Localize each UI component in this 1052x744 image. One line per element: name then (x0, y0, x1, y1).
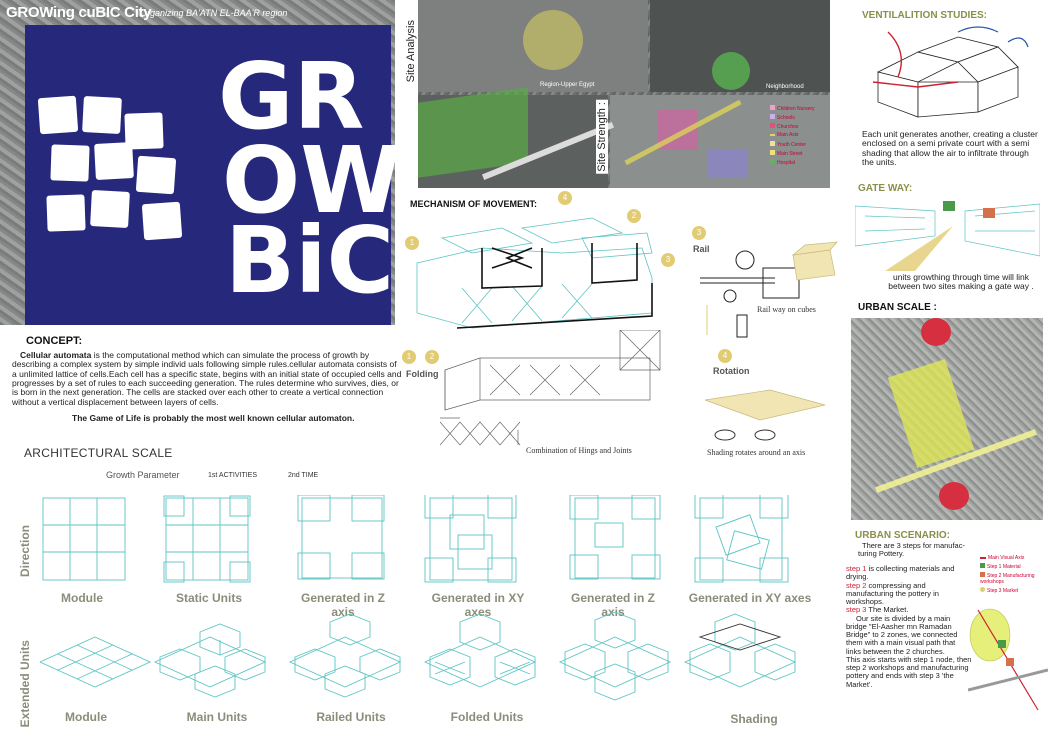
step1-label: step 1 (846, 564, 867, 573)
rotation-marker: 4 (718, 349, 732, 363)
legend-item: Schools (777, 115, 795, 121)
urban-scenario-intro: There are 3 steps for manufac- turing Pottery. (858, 541, 965, 559)
legend-item: Youth Center (777, 142, 807, 148)
growth-parameter-label: Growth Parameter (106, 470, 180, 480)
urban-scale-map (851, 318, 1043, 520)
logo-tile (82, 96, 122, 134)
marker-1: 1 (405, 236, 419, 250)
step3-text: The Market. (866, 605, 909, 615)
folding-label: Folding (406, 369, 439, 379)
concept-closing: The Game of Life is probably the most well known cellular automaton. (72, 413, 355, 423)
rail-marker: 3 (692, 226, 706, 240)
concept-term: Cellular automata (20, 350, 92, 360)
urban-scenario-steps (846, 565, 972, 689)
logo-tile (136, 156, 176, 195)
row1-label-xy2: Generated in XY axes (688, 591, 812, 605)
urban-scenario-heading: URBAN SCENARIO: (855, 530, 950, 541)
logo-tile (94, 142, 134, 180)
legend-item: Churches (777, 124, 799, 130)
gate-body: units growthing through time will link between two sites making a gate way . (888, 272, 1034, 292)
activities-label: 1st ACTIVITIES (208, 472, 258, 479)
row2-label-folded: Folded Units (450, 710, 524, 724)
step3-label: step 3 (846, 605, 867, 615)
scenario-diagram (968, 600, 1048, 720)
row1-label-z2: Generated in Z axis (570, 591, 656, 619)
legend-item: Hospital (777, 160, 796, 166)
marker-4: 4 (558, 191, 572, 205)
map-tag-region: Region-Upper Egypt (540, 82, 595, 88)
logo-tile (142, 202, 182, 241)
row2-label-main: Main Units (186, 710, 248, 724)
urban-node-top (921, 318, 951, 346)
site-analysis-label: Site Analysis (405, 20, 417, 83)
row2-label-railed: Railed Units (316, 710, 386, 724)
urban-node-bottom (939, 482, 969, 510)
row1-label-static: Static Units (175, 591, 242, 605)
concept-text: is the computational method which can simulate the process of growth by describing a complex system by simple individ uals following simple rules.cellular automata consists of a unlimited lattice of cells.Each cell has a specific state, begins with an initial state of occupied cells and progresses by a set of rules to each succeeding generation. The rules determine who survives, dies, or is born in the next generation. The cells are stacked over each other to create a vertical connection without a vertical displacement between layers of cells. (12, 350, 402, 407)
ventilation-diagram (858, 22, 1038, 132)
site-strength-label: Site Strength : (596, 102, 608, 172)
site-highlight-circle (712, 52, 750, 90)
time-label: 2nd TIME (288, 472, 319, 479)
architectural-heading: ARCHITECTURAL SCALE (24, 446, 173, 460)
logo-line-3: BiC (225, 207, 395, 314)
scenario-legend-item: Step 1 Material (987, 564, 1021, 570)
logo-tile (90, 190, 130, 228)
legend-item: Main Axis (777, 132, 799, 138)
marker-3: 3 (661, 253, 675, 267)
legend-item: Children Nursery (777, 106, 815, 112)
mechanism-heading: MECHANISM OF MOVEMENT: (410, 199, 537, 209)
poster-subtitle: Organizing BA'ATN EL-BAA'R region (140, 8, 288, 18)
step1-text: is collecting materials and drying. (846, 564, 955, 582)
urban-scale-heading: URBAN SCALE : (858, 302, 937, 313)
extended-isometrics (40, 612, 830, 707)
logo-line-1: GR (218, 43, 365, 150)
ventilation-heading: VENTILALITION STUDIES: (862, 10, 987, 21)
folding-marker-2: 2 (425, 350, 439, 364)
row2-label-module: Module (65, 710, 107, 724)
row1-label-xy: Generated in XY axes (431, 591, 525, 619)
logo-tile (38, 96, 78, 135)
row1-label-module: Module (61, 591, 103, 605)
rotation-label: Rotation (713, 366, 750, 376)
logo-tile (50, 144, 89, 181)
gate-heading: GATE WAY: (858, 183, 913, 194)
folding-diagram (440, 330, 690, 455)
logo-line-2: OW (222, 127, 402, 234)
folding-marker-1: 1 (402, 350, 416, 364)
row2-label-shading: Shading (730, 712, 778, 726)
shading-caption: Shading rotates around an axis (707, 448, 806, 457)
site-legend (770, 105, 830, 170)
site-highlight-circle (523, 10, 583, 70)
hinges-caption: Combination of Hings and Joints (526, 446, 632, 455)
ventilation-body: Each unit generates another, creating a cluster enclosed on a semi private court with a semi shading that allow the air to infiltrate through the units. (862, 129, 1038, 168)
scenario-body-2: Our site is divided by a main bridge "El-Aasher mn Ramadan Bridge" to 2 zones, we connected them with a main visual path that links between the 2 churches. (846, 613, 958, 656)
rail-diagram (695, 230, 840, 340)
rotation-diagram (700, 380, 830, 450)
site-zone-purple (708, 150, 748, 178)
concept-body (12, 351, 402, 407)
scenario-legend-item: Main Visual Axis (988, 555, 1025, 561)
extended-axis-label: Extended Units (18, 640, 32, 728)
scenario-legend-item: Step 2 Manufacturing workshops (980, 573, 1035, 585)
poster-title: GROWing cuBIC City (6, 4, 152, 21)
mechanism-diagram (412, 208, 662, 333)
gate-diagram (855, 196, 1040, 271)
scenario-legend-item: Step 3 Market (987, 588, 1019, 594)
direction-axis-label: Direction (18, 525, 32, 578)
step2-text: compressing and manufacturing the pottery in workshops. (846, 580, 939, 606)
legend-item: Main Street (777, 151, 803, 157)
site-analysis-photos (418, 0, 830, 188)
rail-label: Rail (693, 244, 710, 254)
logo-panel (25, 25, 402, 325)
row1-label-z: Generated in Z axis (300, 591, 386, 619)
map-tag-neighborhood: Neighborhood (766, 84, 804, 90)
marker-2: 2 (627, 209, 641, 223)
step2-label: step 2 (846, 580, 867, 590)
direction-plans (40, 495, 820, 590)
scenario-body-3: This axis starts with step 1 node, then step 2 workshops and manufacturing pottery and ends with step 3 'the Market'. (846, 654, 972, 689)
rail-caption: Rail way on cubes (757, 305, 816, 314)
concept-heading: CONCEPT: (26, 335, 83, 347)
urban-cluster (888, 359, 974, 468)
logo-tile (46, 194, 85, 231)
